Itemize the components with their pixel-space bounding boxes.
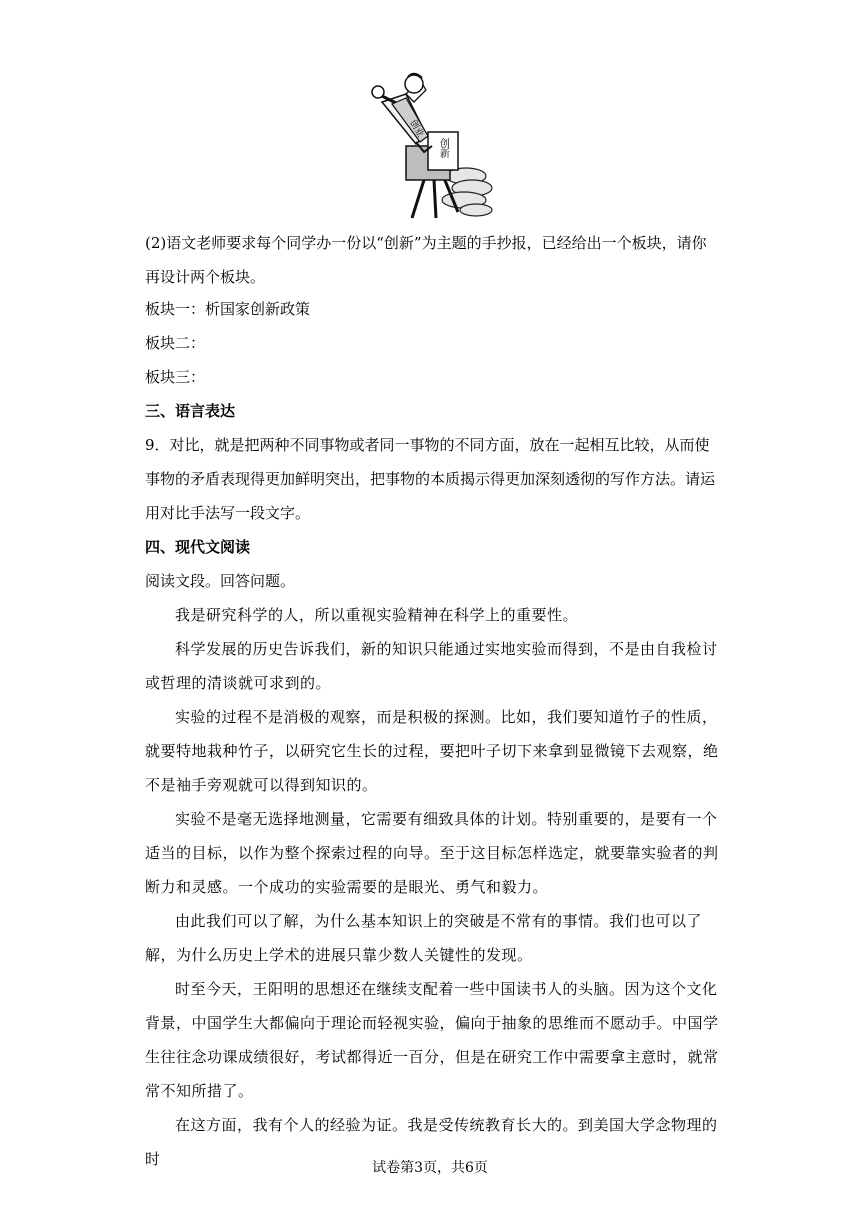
section-3-title: 三、语言表达	[145, 402, 236, 420]
reading-paragraph: 由此我们可以了解，为什么基本知识上的突破是不常有的事情。我们也可以了解，为什么历史上学术的进展只靠少数人关键性的发现。	[145, 912, 703, 964]
innovation-cartoon	[362, 72, 494, 220]
cartoon-label-startup: 创业	[407, 118, 426, 140]
reading-paragraph: 科学发展的历史告诉我们，新的知识只能通过实地实验而得到，不是由自我检讨或哲理的清谈就可求到的。	[145, 640, 718, 692]
reading-paragraph: 在这方面，我有个人的经验为证。我是受传统教育长大的。到美国大学念物理的时	[145, 1116, 718, 1168]
block-one: 板块一：析国家创新政策	[145, 300, 311, 318]
reading-instruction: 阅读文段。回答问题。	[145, 572, 296, 590]
block-two: 板块二：	[145, 334, 206, 352]
reading-paragraph: 时至今天，王阳明的思想还在继续支配着一些中国读书人的头脑。因为这个文化背景，中国学生大都偏向于理论而轻视实验，偏向于抽象的思维而不愿动手。中国学生往往念功课成绩很好，考试都得近一百分，但是在研究工作中需要拿主意时，就常常不知所措了。	[145, 980, 719, 1100]
question-9: 9．对比，就是把两种不同事物或者同一事物的不同方面，放在一起相互比较，从而使事物的矛盾表现得更加鲜明突出，把事物的本质揭示得更加深刻透彻的写作方法。请运用对比手法写一段文字。	[145, 436, 716, 522]
section-4-title: 四、现代文阅读	[145, 538, 251, 556]
page-footer: 试卷第3页，共6页	[372, 1160, 488, 1176]
question-2-prompt: (2)语文老师要求每个同学办一份以“创新”为主题的手抄报，已经给出一个板块，请你再设计两个板块。	[145, 234, 707, 286]
reading-paragraph: 实验的过程不是消极的观察，而是积极的探测。比如，我们要知道竹子的性质，就要特地栽种竹子，以研究它生长的过程，要把叶子切下来拿到显微镜下去观察，绝不是袖手旁观就可以得到知识的。	[145, 708, 719, 794]
cartoon-label-innovation: 创新	[437, 138, 449, 158]
block-three: 板块三：	[145, 368, 206, 386]
reading-paragraph: 我是研究科学的人，所以重视实验精神在科学上的重要性。	[175, 606, 579, 624]
reading-paragraph: 实验不是毫无选择地测量，它需要有细致具体的计划。特别重要的，是要有一个适当的目标，以作为整个探索过程的向导。至于这目标怎样选定，就要靠实验者的判断力和灵感。一个成功的实验需要的是眼光、勇气和毅力。	[145, 810, 719, 896]
